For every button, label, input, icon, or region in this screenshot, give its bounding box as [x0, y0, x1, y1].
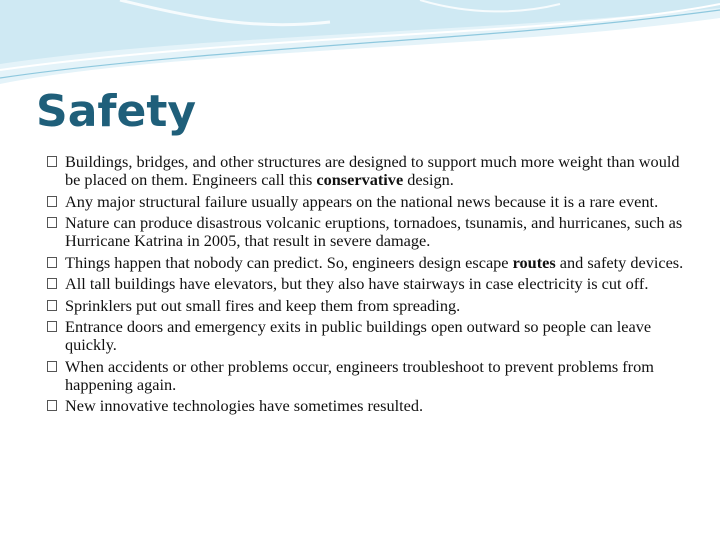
bullet-text: When accidents or other problems occur, engineers troubleshoot to prevent problems from happening again. [65, 356, 654, 394]
bullet-item [47, 153, 687, 189]
bullet-item [47, 254, 687, 272]
bullet-box-icon [47, 196, 57, 207]
bullet-text: New innovative technologies have sometimes resulted. [65, 396, 424, 415]
bullet-box-icon [47, 257, 57, 268]
bullet-item [47, 358, 687, 394]
bullet-item [47, 193, 687, 211]
bullet-box-icon [47, 361, 57, 372]
bullet-text: and safety devices. [555, 252, 684, 272]
bullet-emphasis-text: conservative [316, 170, 404, 189]
bullet-item [47, 275, 687, 293]
bullet-box-icon [47, 156, 57, 167]
bullet-text: Sprinklers put out small fires and keep them from spreading. [65, 295, 461, 315]
bullet-box-icon [47, 278, 57, 289]
bullet-item [47, 297, 687, 315]
header-wave-decoration [0, 0, 720, 100]
bullet-list [47, 153, 687, 419]
bullet-text: Things happen that nobody can predict. So, engineers design escape [65, 252, 513, 272]
bullet-item [47, 318, 687, 354]
bullet-box-icon [47, 300, 57, 311]
bullet-box-icon [47, 217, 57, 228]
bullet-box-icon [47, 321, 57, 332]
bullet-box-icon [47, 400, 57, 411]
bullet-text: All tall buildings have elevators, but they also have stairways in case electricity is cut off. [65, 274, 649, 293]
bullet-text: design. [403, 170, 454, 189]
bullet-item [47, 214, 687, 250]
slide-title: Safety [36, 86, 197, 137]
bullet-emphasis-text: routes [512, 252, 556, 272]
bullet-text: Entrance doors and emergency exits in public buildings open outward so people can leave quickly. [65, 317, 652, 354]
bullet-text: Any major structural failure usually appears on the national news because it is a rare event. [65, 191, 659, 211]
bullet-item [47, 397, 687, 415]
bullet-text: Buildings, bridges, and other structures are designed to support much more weight than would be placed on them. Engineers call this [65, 152, 680, 189]
bullet-text: Nature can produce disastrous volcanic eruptions, tornadoes, tsunamis, and hurricanes, such as Hurricane Katrina in 2005, that result in severe damage. [65, 213, 683, 250]
